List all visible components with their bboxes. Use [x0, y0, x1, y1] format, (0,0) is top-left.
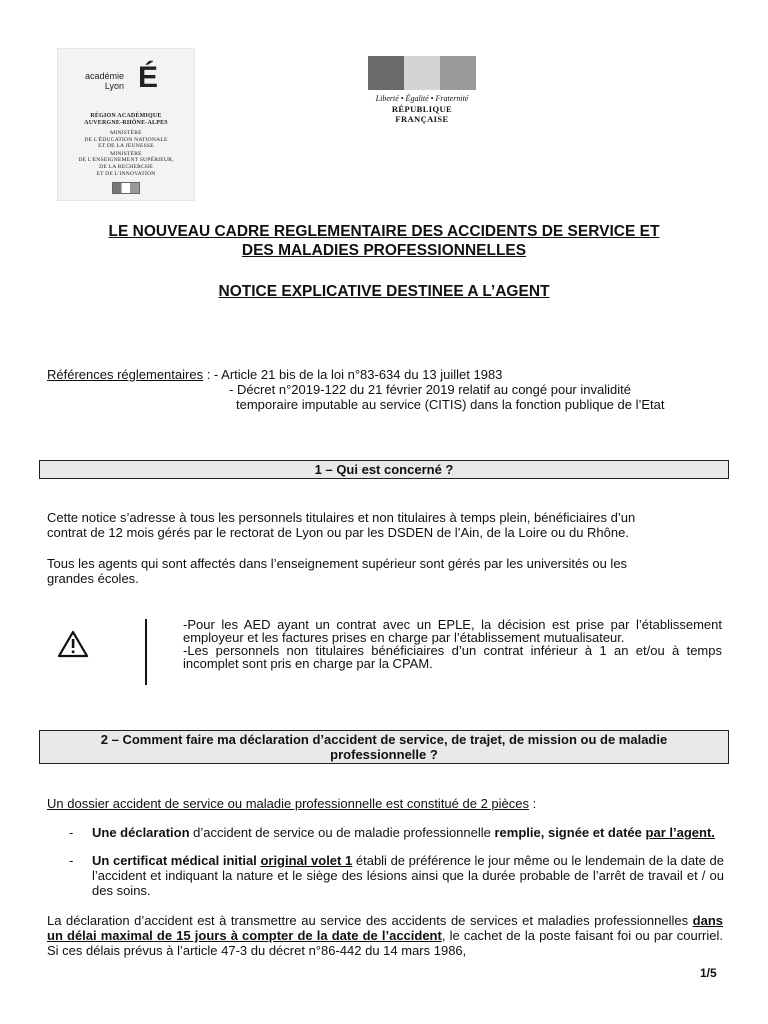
- list-item-declaration: [69, 825, 724, 840]
- title-line-1: LE NOUVEAU CADRE REGLEMENTAIRE DES ACCIDENTS DE SERVICE ET: [108, 223, 660, 240]
- rf-name: RÉPUBLIQUE FRANÇAISE: [391, 104, 453, 124]
- title-line-2: DES MALADIES PROFESSIONNELLES: [241, 241, 527, 259]
- region-academique-label: [58, 113, 194, 127]
- ministry2-line: DE L'ENSEIGNEMENT SUPÉRIEUR,: [78, 157, 174, 164]
- academie-e-emblem: É: [138, 61, 159, 94]
- ministere-education-label: [58, 130, 194, 150]
- bold-underlined-text: original volet 1: [260, 853, 353, 868]
- region-line-2: AUVERGNE-RHÔNE-ALPES: [84, 120, 168, 126]
- section-2-closing-paragraph: [47, 913, 723, 958]
- references-line-1: [47, 367, 502, 382]
- section-2-header-line: professionnelle ?: [330, 747, 438, 762]
- reference-decret-cont: temporaire imputable au service (CITIS) dans la fonction publique de l’Etat: [236, 397, 665, 412]
- rf-motto: Liberté • Égalité • Fraternité: [375, 94, 469, 103]
- section-1-header: 1 – Qui est concerné ?: [39, 460, 729, 479]
- section-2-header-line: 2 – Comment faire ma déclaration d’accident de service, de trajet, de mission ou de maladie: [100, 732, 668, 747]
- section-2-intro: [47, 796, 723, 811]
- bold-text: Une déclaration: [92, 825, 190, 840]
- marianne-flag-icon: [368, 56, 476, 90]
- academie-wordmark: [85, 71, 124, 91]
- list-dash: -: [69, 853, 74, 868]
- academie-word: académie: [84, 71, 124, 81]
- list-item-body: [92, 825, 724, 840]
- list-dash: -: [69, 825, 74, 840]
- bold-underlined-text: par l’agent.: [645, 825, 715, 840]
- ministry1-line: DE L'ÉDUCATION NATIONALE: [84, 136, 168, 143]
- bold-text: remplie, signée et datée: [494, 825, 642, 840]
- ministry2-line: MINISTÈRE: [110, 150, 142, 157]
- para-line: Cette notice s’adresse à tous les personnels titulaires et non titulaires à temps plein, bénéficiaires d’un: [47, 510, 636, 525]
- ministry2-line: DE LA RECHERCHE: [99, 163, 153, 170]
- ministere-enseignement-label: [58, 151, 194, 177]
- ministry1-line: ET DE LA JEUNESSE: [98, 143, 154, 150]
- intro-underlined: Un dossier accident de service ou maladie professionnelle est constitué de 2 pièces: [47, 796, 529, 811]
- reference-article: - Article 21 bis de la loi n°83-634 du 13 juillet 1983: [213, 367, 503, 382]
- para-line: Tous les agents qui sont affectés dans l’enseignement supérieur sont gérés par les universités ou les: [47, 556, 628, 571]
- marianne-mini-icon: [112, 182, 140, 194]
- closing-bold: dans un délai maximal de 15 jours à compter de la date de l’accident: [47, 913, 723, 943]
- references-label: Références réglementaires: [47, 367, 204, 382]
- notice-subtitle: NOTICE EXPLICATIVE DESTINEE A L’AGENT: [218, 283, 550, 300]
- list-item-certificat: [69, 853, 724, 898]
- warning-divider: [145, 619, 147, 685]
- ministry1-line: MINISTÈRE: [110, 130, 142, 136]
- closing-text: La déclaration d’accident est à transmettre au service des accidents de services et maladies professionnelles: [47, 913, 693, 928]
- section-1-paragraph-1: [47, 510, 723, 540]
- warning-note-aed: -Pour les AED ayant un contrat avec un EPLE, la décision est prise par l’établissement employeur et les factures prises en charge par l’établissement mutualisateur.: [183, 617, 722, 645]
- para-line: contrat de 12 mois gérés par le rectorat de Lyon ou par les DSDEN de l’Ain, de la Loire ou du Rhône.: [47, 525, 629, 540]
- closing-text: , le cachet de la poste faisant foi ou par courriel. Si ces délais prévus à l’article 47-3 du décret n°86-442 du 14 mars 1986,: [47, 928, 724, 958]
- bold-text: Un certificat médical initial: [92, 853, 257, 868]
- item-text: d’accident de service ou de maladie professionnelle: [189, 825, 495, 840]
- republique-francaise-logo: [368, 56, 476, 124]
- item-text: établi de préférence le jour même ou le lendemain de la date de l’accident et indiquant la nature et le siège des lésions ainsi que la durée probable de l’arrêt de travail et / ou des soins.: [92, 853, 724, 898]
- para-line: grandes écoles.: [47, 571, 139, 586]
- intro-tail: :: [529, 796, 537, 811]
- page-number: 1/5: [700, 966, 717, 980]
- ministry2-line: ET DE L'INNOVATION: [96, 170, 156, 177]
- warning-note-cpam: -Les personnels non titulaires bénéficiaires d’un contrat inférieur à 1 an et/ou à temps incomplet sont pris en charge par la CPAM.: [183, 643, 722, 671]
- list-item-body: [92, 853, 724, 898]
- lyon-word: Lyon: [104, 81, 124, 91]
- reference-decret: - Décret n°2019-122 du 21 février 2019 relatif au congé pour invalidité: [229, 382, 631, 397]
- region-line-1: RÉGION ACADÉMIQUE: [90, 113, 162, 119]
- warning-triangle-icon: [57, 630, 89, 661]
- section-2-header: [39, 730, 729, 764]
- references-separator: :: [203, 367, 214, 382]
- academie-lyon-logo: [57, 48, 195, 201]
- warning-note: [183, 618, 722, 670]
- document-title: [40, 223, 728, 260]
- section-1-paragraph-2: [47, 556, 723, 586]
